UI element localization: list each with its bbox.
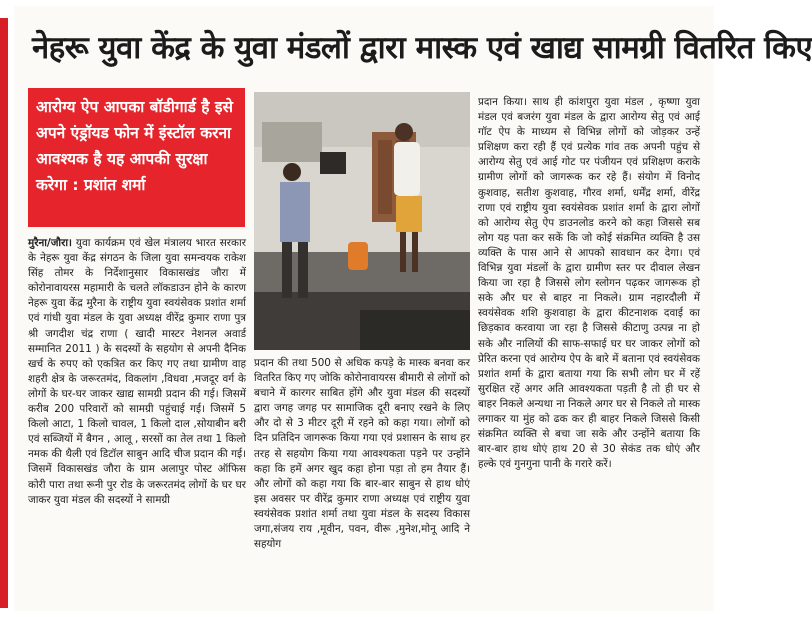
dateline: मुरैना/जौरा।: [28, 237, 72, 249]
article-column-3: [478, 95, 700, 605]
callout-text: आरोग्य ऐप आपका बॉडीगार्ड है इसे अपने एंड्रॉयड फोन में इंस्टॉल करना आवश्यक है यह आपकी सुरक्षा करेगा : प्रशांत शर्मा: [36, 98, 233, 194]
column-1-text: युवा कार्यक्रम एवं खेल मंत्रालय भारत सरकार के नेहरू युवा केंद्र संगठन के जिला युवा समन्वयक राकेश सिंह तोमर के निर्देशानुसार विकासखंड जौरा में कोरोनावायरस महामारी के चलते लॉकडाउन होने के कारण नेहरू युवा केंद्र मुरैना के राष्ट्रीय युवा स्वयंसेवक प्रशांत शर्मा एवं गांधी युवा मंडल के युवा अध्यक्ष वीरेंद्र कुमार राणा पुत्र श्री जगदीश चंद्र राणा ( खादी मास्टर नेशनल अवार्ड सम्मानित 2011 ) के सदस्यों के सहयोग से अपनी दैनिक खर्च के रुपए को एकत्रित कर किए गए तथा ग्रामीण वाह शहरी क्षेत्र के जरूरतमंद, विकलांग ,विधवा ,मजदूर वर्ग के लोगों के घर-घर जाकर खाद्य सामग्री प्रदान की गई। जिसमें करीब 200 परिवारों को सामग्री पहुंचाई गई। जिसमें 5 किलो आटा, 1 किलो चावल, 1 किलो दाल ,सोयाबीन बरी एवं सब्जियों में बैगन , आलू , सरसों का तेल तथा 1 किलो नमक की थैली एवं डिटॉल साबुन आदि चीज प्रदान की गई। जिसमें विकासखंड जौरा के ग्राम अलापुर पोस्ट ऑफिस कोरी पारा तथा रूनी पुर रोड के जरूरतमंद लोगों के घर घर जाकर युवा मंडल की सदस्यों ने सामग्री: [28, 237, 246, 506]
callout-box: [28, 88, 245, 227]
article-column-2: [254, 356, 470, 606]
article-headline: नेहरू युवा केंद्र के युवा मंडलों द्वारा मास्क एवं खाद्य सामग्री वितरित किए: [32, 30, 812, 66]
page-edge-accent: [0, 18, 8, 608]
column-2-text: प्रदान की तथा 500 से अधिक कपड़े के मास्क बनवा कर वितरित किए गए जोकि कोरोनावायरस बीमारी से लोगों को बचाने में कारगर साबित होंगे और युवा मंडल की सदस्यों द्वारा जगह जगह पर सामाजिक दूरी बनाए रखने के लिए और दो से 3 मीटर दूरी में रहने को कहा गया। लोगों को दिन प्रतिदिन जागरूक किया गया एवं प्रशासन के साथ हर तरह से सहयोग किया गया आवश्यकता पड़ने पर उन्होंने कहा कि हमें अगर खुद कहा होना पड़ा तो हम तैयार हैं। और लोगों को कहा गया कि बार-बार साबुन से हाथ धोएं इस अवसर पर वीरेंद्र कुमार राणा अध्यक्ष एवं राष्ट्रीय युवा स्वयंसेवक प्रशांत शर्मा तथा युवा मंडल के सदस्य विकास जगा,संजय राय ,मूवीन, पवन, वीरू ,मुनेश,मोनू आदि ने सहयोग: [254, 357, 470, 551]
column-3-text: प्रदान किया। साथ ही कांशपुरा युवा मंडल , कृष्णा युवा मंडल एवं बजरंग युवा मंडल के द्वारा आरोग्य सेतु एवं आई गॉट ऐप के माध्यम से विभिन्न लोगों को जोड़कर उन्हें प्रशिक्षण करा रही हैं एवं प्रत्येक गांव तक अपनी पहुंच से आरोग्य सेतु एवं आई गोट पर पंजीयन एवं प्रशिक्षण कराके ग्रामीण लोगों को जागरूक कर रहे हैं। संयोग में विनोद कुशवाह, सतीश कुशवाह, गौरव शर्मा, धर्मेंद्र शर्मा, वीरेंद्र राणा एवं राष्ट्रीय युवा स्वयंसेवक प्रशांत शर्मा के द्वारा लोगों को आरोग्य सेतु ऐप डाउनलोड करने को कहा जिससे सब लोग यह पता कर सकें कि जो कोई संक्रमित व्यक्ति है उस व्यक्ति के पास आने से आपको सावधान कर देगा। एवं विभिन्न युवा मंडलों के द्वारा ग्रामीण स्तर पर दीवाल लेखन किया जा रहा है जिससे लोग स्लोगन पढ़कर जागरूक हो सके और घर से बाहर ना निकले। ग्राम नहारदौली में स्वयंसेवक शशि कुशवाहा के द्वारा कीटनाशक दवाई का छिड़काव करवाया जा रहा है जिससे कीटाणु उत्पन्न ना हो सके और नालियों की साफ-सफाई घर घर जाकर लोगों को प्रेरित करना एवं आरोग्य ऐप के बारे में बताना एवं स्वयंसेवक प्रशांत शर्मा के द्वारा बताया गया कि सभी लोग घर में रहें सुरक्षित रहें अगर अति आवश्यकता पड़ती है तो ही घर से बाहर निकले अन्यथा ना निकले अगर घर से निकले तो मास्क लगाकर या मुंह को ढक कर ही बाहर निकले जिससे किसी संक्रमित व्यक्ति से बचा जा सके और उन्होंने बताया कि बार-बार हाथ धोएं हाथ 20 से 30 सेकंड तक धोएं और हल्के एवं गुनगुना पानी के गरारे करें।: [478, 96, 700, 471]
news-photo-volunteers-icon: [254, 92, 470, 350]
article-column-1: [28, 236, 246, 606]
